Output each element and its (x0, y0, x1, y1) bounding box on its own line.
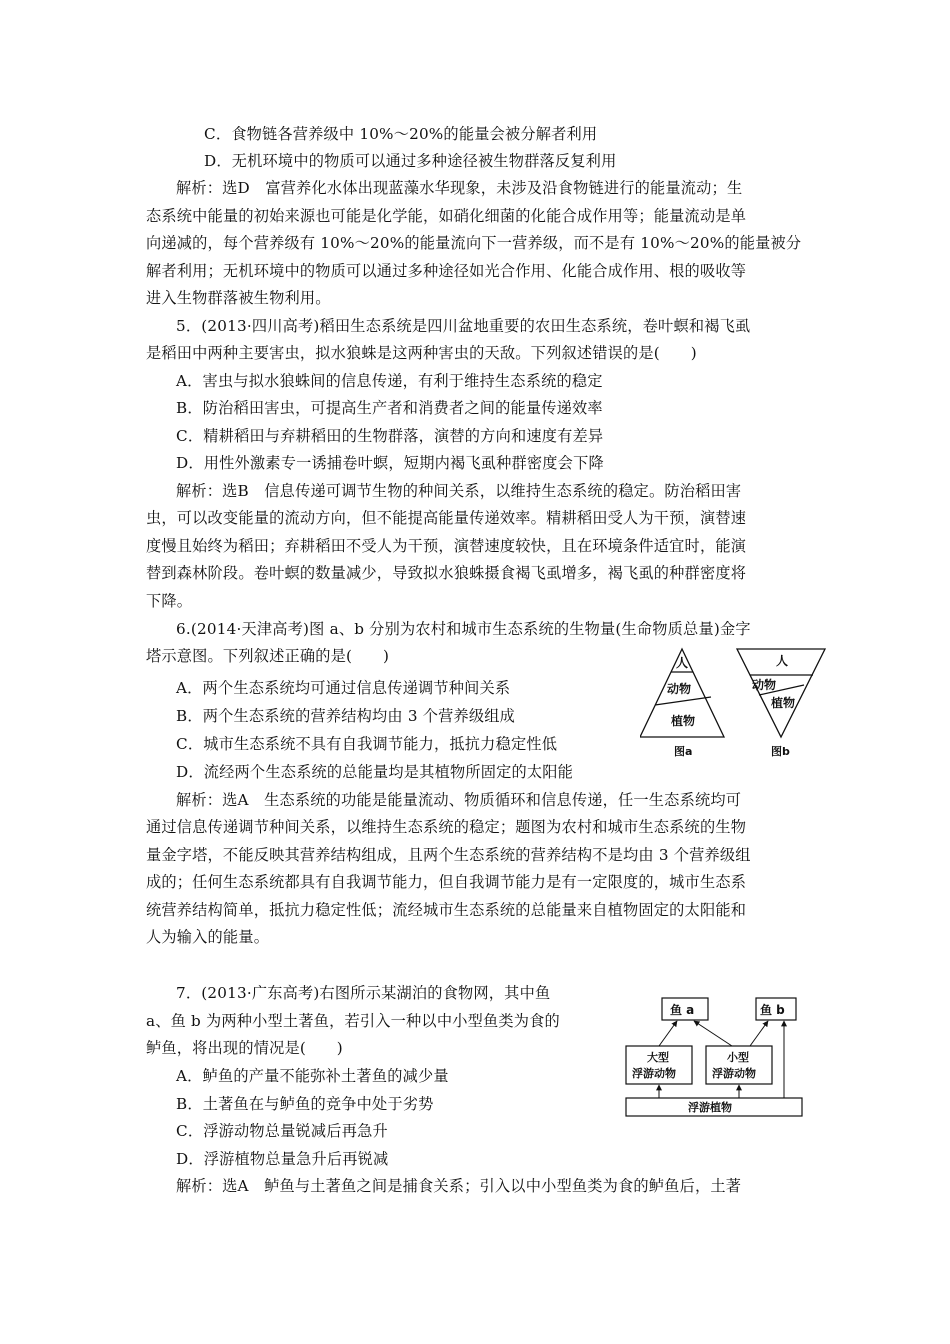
fish-a-label: 鱼 a (670, 1003, 695, 1017)
fish-b-label: 鱼 b (760, 1003, 785, 1017)
q7-option-a: A．鲈鱼的产量不能弥补土著鱼的减少量 (176, 1067, 449, 1085)
biomass-pyramid-figure (640, 645, 840, 760)
q6-option-c: C．城市生态系统不具有自我调节能力，抵抗力稳定性低 (176, 735, 558, 753)
q4-analysis-line: 向递减的，每个营养级有 10%～20%的能量流向下一营养级，而不是有 10%～20%的能量被分 (146, 234, 802, 252)
q7-option-c: C．浮游动物总量锐减后再急升 (176, 1122, 388, 1140)
q5-option-d: D．用性外激素专一诱捕卷叶螟，短期内褐飞虱种群密度会下降 (176, 454, 604, 472)
q4-option-c: C．食物链各营养级中 10%～20%的能量会被分解者利用 (204, 125, 598, 143)
pyramid-a-label-plant: 植物 (671, 714, 696, 728)
q6-stem-line: 塔示意图。下列叙述正确的是( ) (146, 647, 390, 665)
q5-analysis-line: 替到森林阶段。卷叶螟的数量减少，导致拟水狼蛛摄食褐飞虱增多，褐飞虱的种群密度将 (146, 564, 747, 582)
pyramid-a-label-human: 人 (676, 656, 689, 670)
pyramid-a (640, 649, 724, 758)
q5-analysis-line: 解析：选B 信息传递可调节生物的种间关系，以维持生态系统的稳定。防治稻田害 (176, 482, 742, 500)
arrow-small-to-fish-b (750, 1021, 768, 1046)
pyramid-a-caption: 图a (674, 745, 693, 758)
pyramid-b-label-human: 人 (776, 654, 789, 668)
small-zooplankton-label: 浮游动物 (712, 1067, 756, 1080)
q4-option-d: D．无机环境中的物质可以通过多种途径被生物群落反复利用 (204, 152, 617, 170)
q6-option-b: B．两个生态系统的营养结构均由 3 个营养级组成 (176, 707, 516, 725)
q6-analysis-line: 解析：选A 生态系统的功能是能量流动、物质循环和信息传递，任一生态系统均可 (176, 791, 742, 809)
q6-option-d: D．流经两个生态系统的总能量均是其植物所固定的太阳能 (176, 763, 574, 781)
pyramid-b-label-plant: 植物 (771, 696, 796, 710)
q6-analysis-line: 成的；任何生态系统都具有自我调节能力，但自我调节能力是有一定限度的，城市生态系 (146, 873, 747, 891)
arrow-small-to-fish-a (694, 1021, 732, 1046)
q6-analysis-line: 量金字塔，不能反映其营养结构组成，且两个生态系统的营养结构不是均由 3 个营养级组 (146, 846, 751, 864)
phytoplankton-label: 浮游植物 (688, 1101, 732, 1114)
q5-option-c: C．精耕稻田与弃耕稻田的生物群落，演替的方向和速度有差异 (176, 427, 604, 445)
q5-analysis-line: 度慢且始终为稻田；弃耕稻田不受人为干预，演替速度较快，且在环境条件适宜时，能演 (146, 537, 747, 555)
pyramid-a-divider (655, 697, 711, 705)
q5-stem-line: 5．(2013·四川高考)稻田生态系统是四川盆地重要的农田生态系统，卷叶螟和褐飞虱 (176, 317, 751, 335)
q7-stem-line: 鲈鱼，将出现的情况是( ) (146, 1039, 343, 1057)
q7-stem-line: 7．(2013·广东高考)右图所示某湖泊的食物网，其中鱼 (176, 984, 551, 1002)
q7-stem-line: a、鱼 b 为两种小型土著鱼，若引入一种以中小型鱼类为食的 (146, 1012, 560, 1030)
q6-stem-line: 6.(2014·天津高考)图 a、b 分别为农村和城市生态系统的生物量(生命物质总量)金字 (176, 620, 751, 638)
q5-option-b: B．防治稻田害虫，可提高生产者和消费者之间的能量传递效率 (176, 399, 603, 417)
q7-analysis-line: 解析：选A 鲈鱼与土著鱼之间是捕食关系；引入以中小型鱼类为食的鲈鱼后，土著 (176, 1177, 742, 1195)
large-zooplankton-label: 大型 (647, 1051, 669, 1064)
pyramid-b-label-animal: 动物 (752, 678, 777, 692)
q6-analysis-line: 人为输入的能量。 (146, 928, 270, 946)
q6-option-a: A．两个生态系统均可通过信息传递调节种间关系 (176, 679, 511, 697)
pyramid-b (737, 649, 825, 758)
q6-analysis-line: 统营养结构简单，抵抗力稳定性低；流经城市生态系统的总能量来自植物固定的太阳能和 (146, 901, 747, 919)
small-zooplankton-label: 小型 (727, 1051, 749, 1064)
arrow-large-to-fish-a (659, 1021, 677, 1046)
large-zooplankton-label: 浮游动物 (632, 1067, 676, 1080)
q5-analysis-line: 下降。 (146, 592, 193, 610)
pyramid-b-caption: 图b (771, 745, 790, 758)
q5-stem-line: 是稻田中两种主要害虫，拟水狼蛛是这两种害虫的天敌。下列叙述错误的是( ) (146, 344, 697, 362)
q4-analysis-line: 解者利用；无机环境中的物质可以通过多种途径如光合作用、化能合成作用、根的吸收等 (146, 262, 747, 280)
food-web-figure (622, 994, 808, 1118)
q5-analysis-line: 虫，可以改变能量的流动方向，但不能提高能量传递效率。精耕稻田受人为干预，演替速 (146, 509, 747, 527)
q4-analysis-line: 解析：选D 富营养化水体出现蓝藻水华现象，未涉及沿食物链进行的能量流动；生 (176, 179, 743, 197)
q7-option-d: D．浮游植物总量急升后再锐减 (176, 1150, 389, 1168)
q4-analysis-line: 进入生物群落被生物利用。 (146, 289, 331, 307)
q7-option-b: B．土著鱼在与鲈鱼的竞争中处于劣势 (176, 1095, 434, 1113)
q6-analysis-line: 通过信息传递调节种间关系，以维持生态系统的稳定；题图为农村和城市生态系统的生物 (146, 818, 747, 836)
q5-option-a: A．害虫与拟水狼蛛间的信息传递，有利于维持生态系统的稳定 (176, 372, 603, 390)
pyramid-a-label-animal: 动物 (667, 682, 692, 696)
q4-analysis-line: 态系统中能量的初始来源也可能是化学能，如硝化细菌的化能合成作用等；能量流动是单 (146, 207, 747, 225)
